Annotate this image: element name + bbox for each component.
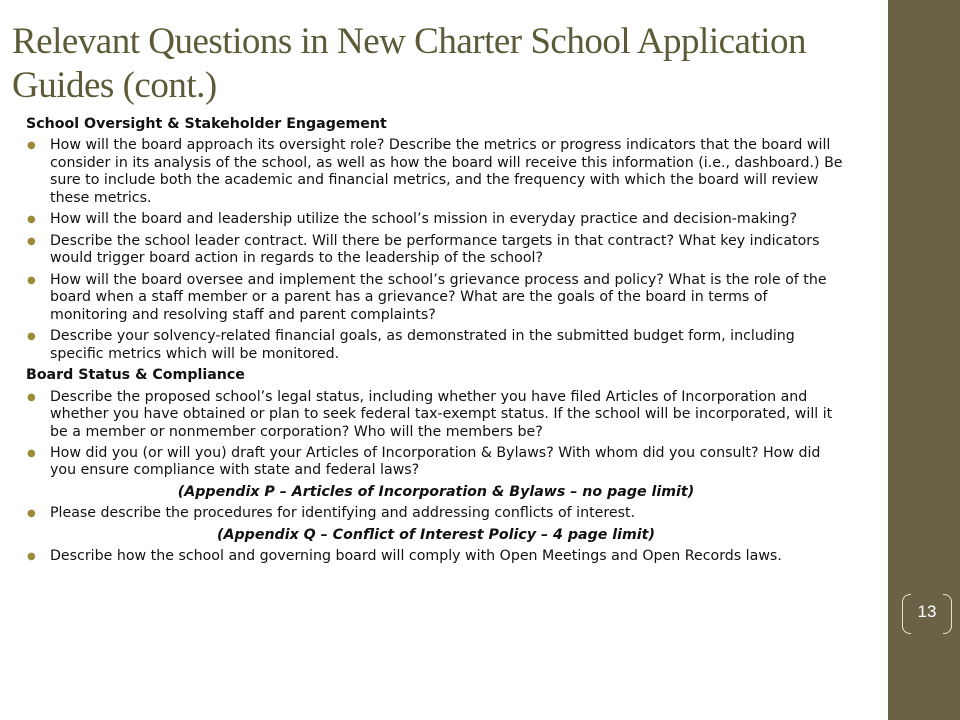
page-number: 13	[917, 602, 937, 621]
bullet-icon: ●	[27, 214, 36, 226]
bullet-text: How did you (or will you) draft your Articles of Incorporation & Bylaws? With whom did you consult? How did you ensure compliance with state and federal laws?	[50, 444, 821, 479]
list-item	[26, 445, 846, 480]
bullet-text: Please describe the procedures for identifying and addressing conflicts of interest.	[50, 505, 636, 522]
bullet-text: How will the board approach its oversight role? Describe the metrics or progress indicators that the board will consider in its analysis of the school, as well as how the board will receive this information (i.e., dashboard.) Be sure to include both the academic and financial metrics, and the frequency with which the board will review these metrics.	[50, 137, 843, 206]
bullet-icon: ●	[27, 391, 36, 403]
bullet-icon: ●	[27, 508, 36, 520]
section-heading-compliance: Board Status & Compliance	[26, 367, 245, 384]
bullet-icon: ●	[27, 235, 36, 247]
list-item	[26, 233, 846, 268]
list-item	[26, 548, 846, 565]
list-item	[26, 505, 846, 522]
bullet-icon: ●	[27, 274, 36, 286]
slide-title: Relevant Questions in New Charter School Application Guides (cont.)	[12, 21, 807, 106]
bullet-text: Describe the school leader contract. Will there be performance targets in that contract? What key indicators would trigger board action in regards to the leadership of the school?	[50, 232, 820, 267]
section-heading-oversight: School Oversight & Stakeholder Engagement	[26, 116, 387, 132]
slide-body	[26, 116, 846, 570]
list-item	[26, 389, 846, 441]
bullet-icon: ●	[27, 551, 36, 563]
list-item	[26, 328, 846, 363]
list-item	[26, 211, 846, 228]
bullet-text: Describe the proposed school’s legal status, including whether you have filed Articles of Incorporation and whether you have obtained or plan to seek federal tax-exempt status. If the school will be incorporated, will it be a member or nonmember corporation? Who will the members be?	[50, 388, 833, 440]
page-number-badge	[902, 594, 952, 634]
bullet-icon: ●	[27, 140, 36, 152]
list-item	[26, 137, 846, 207]
appendix-note-q: (Appendix Q – Conflict of Interest Policy – 4 page limit)	[217, 526, 655, 543]
appendix-note-p: (Appendix P – Articles of Incorporation & Bylaws – no page limit)	[177, 483, 695, 500]
bullet-icon: ●	[27, 331, 36, 343]
bullet-text: Describe your solvency-related financial goals, as demonstrated in the submitted budget form, including specific metrics which will be monitored.	[50, 328, 795, 362]
bullet-text: Describe how the school and governing board will comply with Open Meetings and Open Records laws.	[50, 548, 782, 565]
bullet-text: How will the board oversee and implement the school’s grievance process and policy? What is the role of the board when a staff member or a parent has a grievance? What are the goals of the board in terms of monitoring and resolving staff and parent complaints?	[50, 271, 827, 323]
bullet-text: How will the board and leadership utilize the school’s mission in everyday practice and decision-making?	[50, 211, 798, 228]
bullet-icon: ●	[27, 447, 36, 459]
list-item	[26, 272, 846, 324]
